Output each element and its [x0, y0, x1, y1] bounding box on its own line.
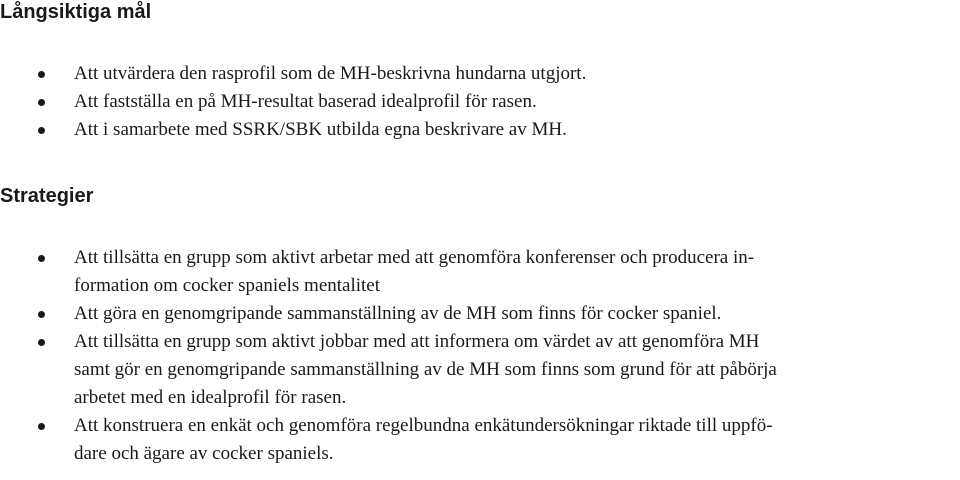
goals-heading: Långsiktiga mål — [0, 1, 152, 23]
strategy-text-line: Att göra en genomgripande sammanställning av de MH som finns för cocker spaniel. — [74, 303, 722, 324]
strategy-text-line: formation om cocker spaniels mentalitet — [74, 275, 381, 296]
strategies-list — [0, 244, 960, 468]
list-item — [0, 300, 960, 328]
list-item — [0, 116, 960, 144]
strategy-text-line: arbetet med en idealprofil för rasen. — [74, 387, 347, 408]
strategy-text-line: Att konstruera en enkät och genomföra regelbundna enkätundersökningar riktade till uppfö- — [74, 415, 773, 436]
goal-text: Att i samarbete med SSRK/SBK utbilda egna beskrivare av MH. — [74, 119, 567, 140]
list-item — [0, 244, 960, 300]
goal-text: Att fastställa en på MH-resultat baserad idealprofil för rasen. — [74, 91, 537, 112]
goals-list — [0, 60, 960, 144]
bullet-icon — [38, 423, 45, 430]
goal-text: Att utvärdera den rasprofil som de MH-beskrivna hundarna utgjort. — [74, 63, 587, 84]
list-item — [0, 60, 960, 88]
strategy-text-line: Att tillsätta en grupp som aktivt jobbar med att informera om värdet av att genomföra MH — [74, 331, 760, 352]
bullet-icon — [38, 127, 45, 134]
strategy-text-line: samt gör en genomgripande sammanställning av de MH som finns som grund för att påbörja — [74, 359, 777, 380]
list-item — [0, 328, 960, 412]
bullet-icon — [38, 255, 45, 262]
bullet-icon — [38, 339, 45, 346]
list-item — [0, 88, 960, 116]
strategies-heading: Strategier — [0, 185, 94, 207]
strategy-text-line: dare och ägare av cocker spaniels. — [74, 443, 334, 464]
bullet-icon — [38, 311, 45, 318]
list-item — [0, 412, 960, 468]
strategy-text-line: Att tillsätta en grupp som aktivt arbetar med att genomföra konferenser och producera in- — [74, 247, 755, 268]
bullet-icon — [38, 71, 45, 78]
bullet-icon — [38, 99, 45, 106]
